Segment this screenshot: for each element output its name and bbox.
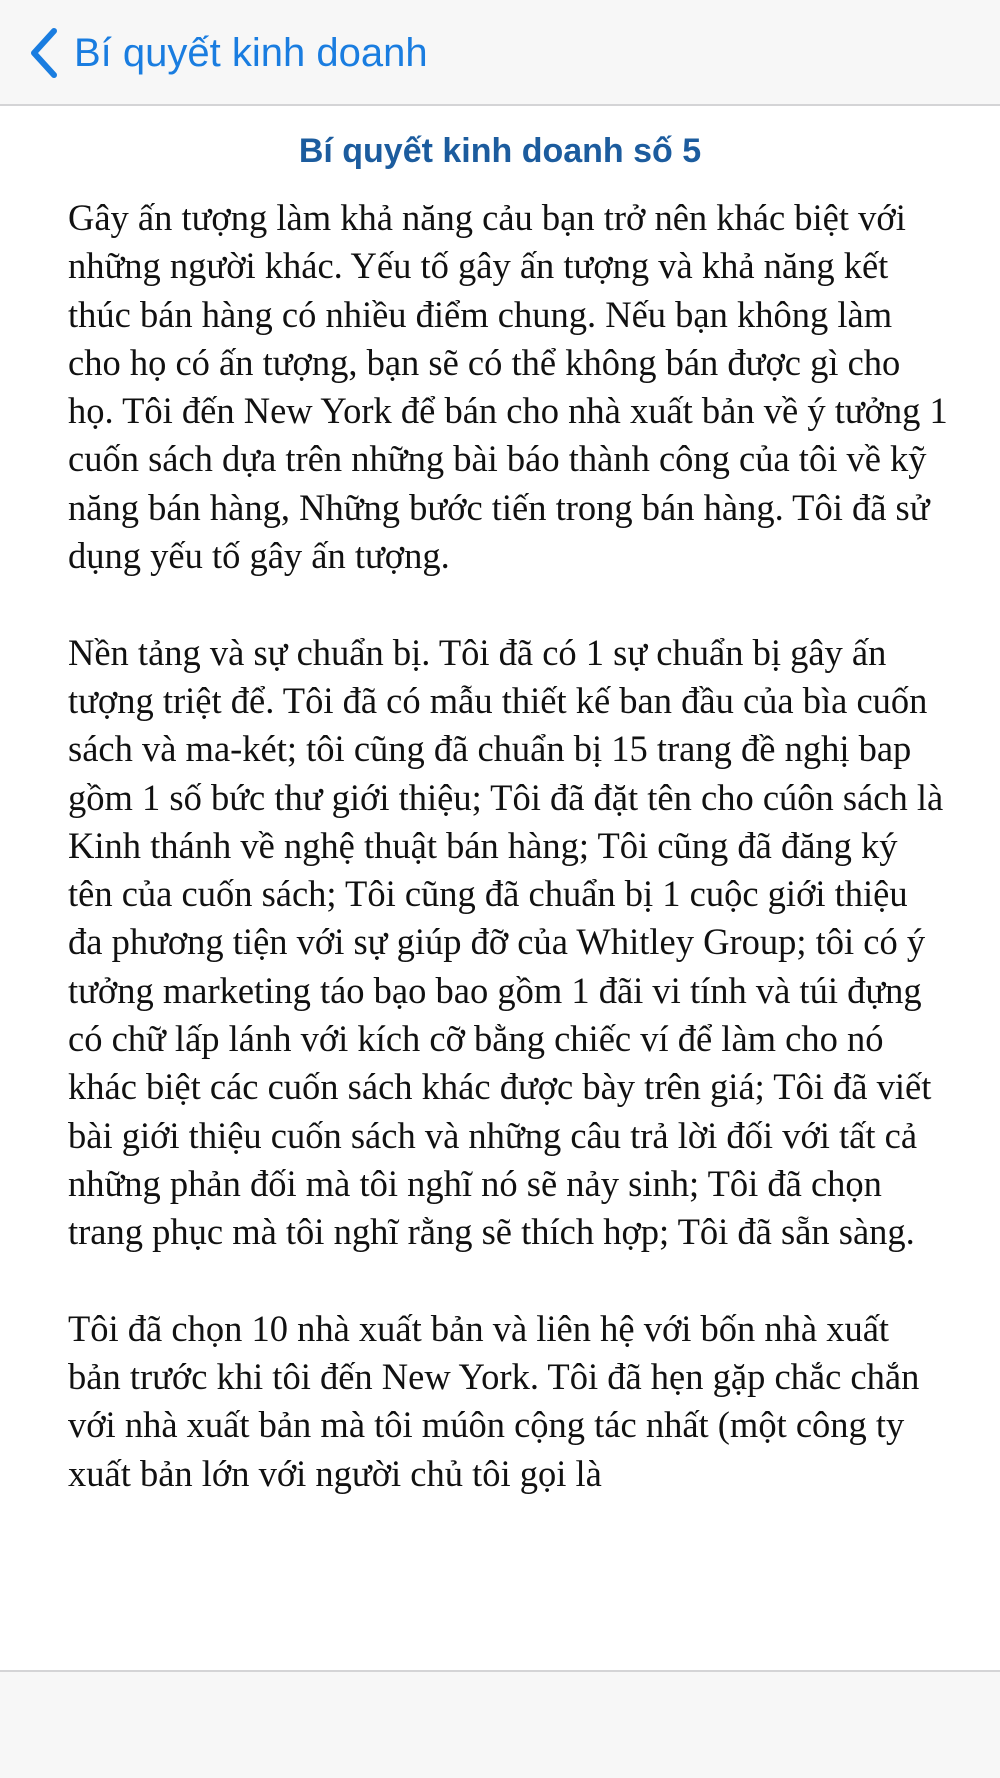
- article-paragraph: Gây ấn tượng làm khả năng cảu bạn trở nên khác biệt với những người khác. Yếu tố gây ấn tượng và khả năng kết thúc bán hàng có nhiều điểm chung. Nếu bạn không làm cho họ có ấn tượng, bạn sẽ có thể không bán được gì cho họ. Tôi đến New York để bán cho nhà xuất bản về ý tưởng 1 cuốn sách dựa trên những bài báo thành công của tôi về kỹ năng bán hàng, Những bước tiến trong bán hàng. Tôi đã sử dụng yếu tố gây ấn tượng.: [68, 197, 948, 577]
- article-paragraph: Nền tảng và sự chuẩn bị. Tôi đã có 1 sự chuẩn bị gây ấn tượng triệt để. Tôi đã có mẫu thiết kế ban đầu của bìa cuốn sách và ma-két; tôi cũng đã chuẩn bị 15 trang đề nghị bap gồm 1 số bức thư giới thiệu; Tôi đã đặt tên cho cúôn sách là Kinh thánh về nghệ thuật bán hàng; Tôi cũng đã đăng ký tên của cuốn sách; Tôi cũng đã chuẩn bị 1 cuộc giới thiệu đa phương tiện với sự giúp đỡ của Whitley Group; tôi có ý tưởng marketing táo bạo bao gồm 1 đãi vi tính và túi đựng có chữ lấp lánh với kích cỡ bằng chiếc ví để làm cho nó khác biệt các cuốn sách khác được bày trên giá; Tôi đã viết bài giới thiệu cuốn sách và những câu trả lời đối với tất cả những phản đối mà tôi nghĩ nó sẽ nảy sinh; Tôi đã chọn trang phục mà tôi nghĩ rằng sẽ thích hợp; Tôi đã sẵn sàng.: [68, 631, 944, 1253]
- chevron-left-icon: [26, 27, 62, 79]
- article-paragraph: Tôi đã chọn 10 nhà xuất bản và liên hệ với bốn nhà xuất bản trước khi tôi đến New York. Tôi đã hẹn gặp chắc chắn với nhà xuất bản mà tôi múôn cộng tác nhất (một công ty xuất bản lớn với người chủ tôi gọi là: [68, 1307, 920, 1494]
- back-button-label: Bí quyết kinh doanh: [74, 30, 428, 75]
- article-scroll-view[interactable]: [0, 106, 1000, 1620]
- back-button[interactable]: [26, 22, 428, 84]
- article-body: [68, 194, 948, 1546]
- navigation-bar: [0, 0, 1000, 106]
- article-title: Bí quyết kinh doanh số 5: [298, 132, 702, 170]
- bottom-toolbar: [0, 1670, 1000, 1778]
